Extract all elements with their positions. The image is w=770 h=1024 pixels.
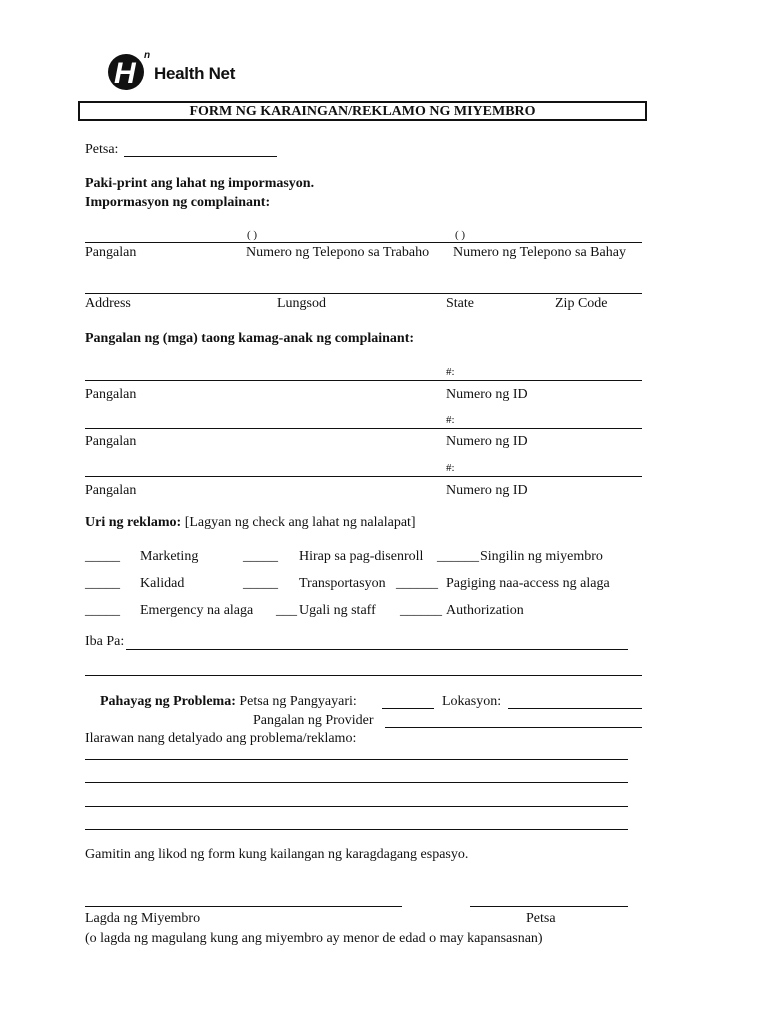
state-label: State	[446, 296, 474, 311]
check-authorization-label: Authorization	[446, 603, 524, 618]
check-authorization-blank[interactable]: ______	[400, 603, 442, 618]
check-access-label: Pagiging naa-access ng alaga	[446, 576, 610, 591]
provider-field[interactable]	[385, 727, 642, 728]
describe-label: Ilarawan nang detalyado ang problema/reklamo:	[85, 731, 357, 746]
signature-label: Lagda ng Miyembro	[85, 911, 201, 926]
check-emergency-blank[interactable]: _____	[85, 603, 120, 618]
work-phone-label: Numero ng Telepono sa Trabaho	[246, 245, 430, 260]
check-disenroll-label: Hirap sa pag-disenroll	[299, 549, 424, 564]
check-transport-label: Transportasyon	[299, 576, 386, 591]
check-member-billing-label: Singilin ng miyembro	[480, 549, 603, 564]
home-phone-label: Numero ng Telepono sa Bahay	[453, 245, 626, 260]
complainant-heading: Impormasyon ng complainant:	[85, 195, 271, 210]
home-phone-area-code: ( )	[455, 229, 466, 241]
incident-date-label: Petsa ng Pangyayari:	[235, 694, 357, 709]
relative-2-id-label: Numero ng ID	[446, 434, 528, 449]
check-staff-blank[interactable]: ___	[276, 603, 297, 618]
relative-3-field-line[interactable]	[85, 476, 642, 477]
check-access-blank[interactable]: ______	[396, 576, 438, 591]
health-net-logo	[106, 50, 246, 94]
signature-date-label: Petsa	[526, 911, 556, 926]
relative-3-name-label: Pangalan	[85, 483, 137, 498]
relative-2-field-line[interactable]	[85, 428, 642, 429]
location-label: Lokasyon:	[442, 694, 502, 709]
relative-1-hash: #:	[446, 366, 455, 378]
complaint-type-heading-line	[85, 515, 416, 531]
signature-field[interactable]	[85, 906, 402, 907]
problem-statement-line	[100, 694, 357, 710]
relative-2-hash: #:	[446, 414, 455, 426]
complaint-type-note: [Lagyan ng check ang lahat ng nalalapat]	[181, 515, 416, 530]
check-quality-label: Kalidad	[140, 576, 185, 591]
complainant-name-label: Pangalan	[85, 245, 137, 260]
date-field[interactable]	[124, 156, 277, 157]
describe-line-4[interactable]	[85, 829, 628, 830]
zip-label: Zip Code	[555, 296, 608, 311]
check-marketing-label: Marketing	[140, 549, 199, 564]
relative-2-name-label: Pangalan	[85, 434, 137, 449]
check-emergency-label: Emergency na alaga	[140, 603, 254, 618]
work-phone-area-code: ( )	[247, 229, 258, 241]
form-title: FORM NG KARAINGAN/REKLAMO NG MIYEMBRO	[78, 101, 647, 121]
provider-label: Pangalan ng Provider	[253, 713, 374, 728]
other-field-line-2[interactable]	[85, 675, 642, 676]
check-marketing-blank[interactable]: _____	[85, 549, 120, 564]
describe-line-3[interactable]	[85, 806, 628, 807]
check-member-billing-blank[interactable]: ______	[437, 549, 479, 564]
relative-3-id-label: Numero ng ID	[446, 483, 528, 498]
logo-superscript: n	[144, 50, 151, 61]
relative-3-hash: #:	[446, 462, 455, 474]
relative-1-id-label: Numero ng ID	[446, 387, 528, 402]
complaint-type-heading: Uri ng reklamo:	[85, 515, 182, 530]
incident-date-field[interactable]	[382, 708, 434, 709]
relative-1-field-line[interactable]	[85, 380, 642, 381]
address-label: Address	[85, 296, 131, 311]
check-quality-blank[interactable]: _____	[85, 576, 120, 591]
print-instruction: Paki-print ang lahat ng impormasyon.	[85, 176, 315, 191]
signature-date-field[interactable]	[470, 906, 628, 907]
location-field[interactable]	[508, 708, 642, 709]
other-label: Iba Pa:	[85, 634, 125, 649]
check-transport-blank[interactable]: _____	[243, 576, 278, 591]
relatives-heading: Pangalan ng (mga) taong kamag-anak ng complainant:	[85, 331, 415, 346]
city-label: Lungsod	[277, 296, 326, 311]
other-field-line-1[interactable]	[126, 649, 628, 650]
signature-note: (o lagda ng magulang kung ang miyembro ay menor de edad o may kapansasnan)	[85, 931, 543, 946]
address-field-line[interactable]	[85, 293, 642, 294]
svg-text:H: H	[114, 57, 136, 90]
check-staff-label: Ugali ng staff	[299, 603, 376, 618]
back-page-note: Gamitin ang likod ng form kung kailangan ng karagdagang espasyo.	[85, 847, 469, 862]
describe-line-1[interactable]	[85, 759, 628, 760]
check-disenroll-blank[interactable]: _____	[243, 549, 278, 564]
problem-heading: Pahayag ng Problema:	[100, 694, 236, 709]
relative-1-name-label: Pangalan	[85, 387, 137, 402]
date-label: Petsa:	[85, 142, 119, 157]
logo-brand-text: Health Net	[154, 64, 236, 83]
name-phone-field-line[interactable]	[85, 242, 642, 243]
describe-line-2[interactable]	[85, 782, 628, 783]
